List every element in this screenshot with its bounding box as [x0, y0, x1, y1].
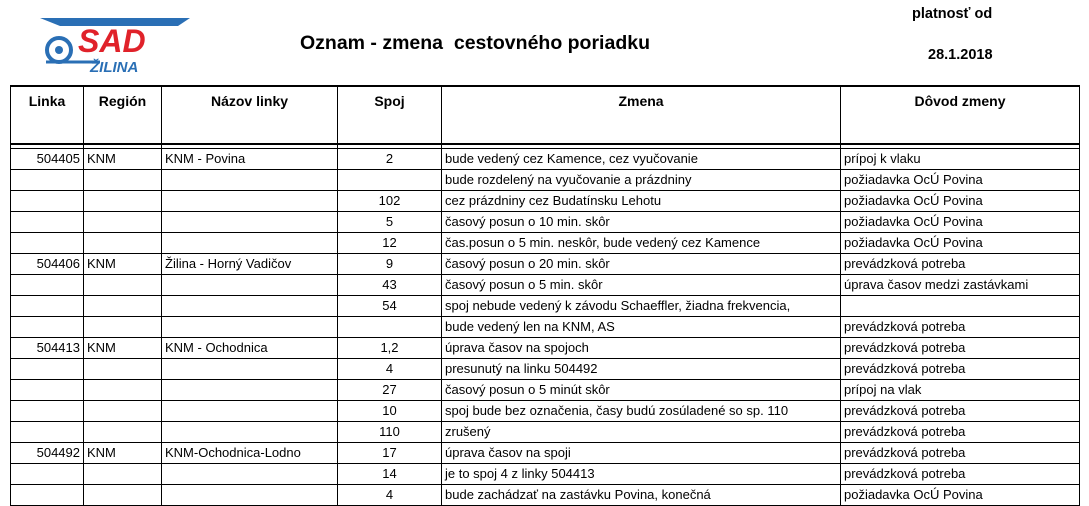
change-cell: časový posun o 20 min. skôr: [442, 254, 841, 275]
line-number-cell: [11, 401, 84, 422]
trip-cell: 5: [338, 212, 442, 233]
svg-text:ŽILINA: ŽILINA: [90, 59, 139, 76]
region-cell: [84, 212, 162, 233]
validity-date: 28.1.2018: [928, 47, 993, 63]
region-cell: KNM: [84, 443, 162, 464]
line-number-cell: 504492: [11, 443, 84, 464]
line-number-cell: [11, 317, 84, 338]
change-cell: bude vedený len na KNM, AS: [442, 317, 841, 338]
column-header-change: Zmena: [442, 86, 841, 144]
region-cell: [84, 422, 162, 443]
trip-cell: 12: [338, 233, 442, 254]
change-cell: zrušený: [442, 422, 841, 443]
region-cell: [84, 317, 162, 338]
line-number-cell: [11, 191, 84, 212]
change-cell: časový posun o 5 min. skôr: [442, 275, 841, 296]
trip-cell: 4: [338, 359, 442, 380]
trip-cell: 2: [338, 149, 442, 170]
line-name-cell: [162, 422, 338, 443]
table-row: [11, 275, 1080, 296]
region-cell: [84, 233, 162, 254]
line-name-cell: [162, 464, 338, 485]
table-row: [11, 443, 1080, 464]
reason-cell: prípoj k vlaku: [841, 149, 1080, 170]
region-cell: KNM: [84, 338, 162, 359]
trip-cell: 43: [338, 275, 442, 296]
reason-cell: prevádzková potreba: [841, 401, 1080, 422]
trip-cell: [338, 317, 442, 338]
line-number-cell: [11, 485, 84, 506]
reason-cell: požiadavka OcÚ Povina: [841, 233, 1080, 254]
change-cell: cez prázdniny cez Budatínsku Lehotu: [442, 191, 841, 212]
line-number-cell: [11, 359, 84, 380]
line-name-cell: [162, 233, 338, 254]
change-cell: čas.posun o 5 min. neskôr, bude vedený cez Kamence: [442, 233, 841, 254]
change-cell: úprava časov na spojoch: [442, 338, 841, 359]
region-cell: [84, 275, 162, 296]
reason-cell: požiadavka OcÚ Povina: [841, 212, 1080, 233]
line-number-cell: [11, 170, 84, 191]
trip-cell: 14: [338, 464, 442, 485]
line-name-cell: KNM - Ochodnica: [162, 338, 338, 359]
reason-cell: prípoj na vlak: [841, 380, 1080, 401]
reason-cell: [841, 296, 1080, 317]
change-cell: úprava časov na spoji: [442, 443, 841, 464]
table-header-row: [11, 86, 1080, 144]
line-number-cell: 504406: [11, 254, 84, 275]
table-row: [11, 380, 1080, 401]
line-name-cell: [162, 170, 338, 191]
region-cell: [84, 401, 162, 422]
region-cell: [84, 170, 162, 191]
line-number-cell: [11, 464, 84, 485]
line-name-cell: [162, 359, 338, 380]
change-cell: spoj nebude vedený k závodu Schaeffler, žiadna frekvencia,: [442, 296, 841, 317]
column-header-region: Región: [84, 86, 162, 144]
column-header-line-name: Názov linky: [162, 86, 338, 144]
table-row: [11, 485, 1080, 506]
column-header-line: Linka: [11, 86, 84, 144]
line-name-cell: [162, 275, 338, 296]
reason-cell: prevádzková potreba: [841, 464, 1080, 485]
table-row: [11, 464, 1080, 485]
table-row: [11, 170, 1080, 191]
page-title: Oznam - zmena cestovného poriadku: [300, 32, 650, 54]
line-number-cell: [11, 296, 84, 317]
column-header-reason: Dôvod zmeny: [841, 86, 1080, 144]
change-cell: bude rozdelený na vyučovanie a prázdniny: [442, 170, 841, 191]
table-row: [11, 296, 1080, 317]
line-name-cell: [162, 380, 338, 401]
line-name-cell: Žilina - Horný Vadičov: [162, 254, 338, 275]
trip-cell: [338, 170, 442, 191]
table-row: [11, 317, 1080, 338]
trip-cell: 17: [338, 443, 442, 464]
table-row: [11, 191, 1080, 212]
change-cell: bude vedený cez Kamence, cez vyučovanie: [442, 149, 841, 170]
trip-cell: 9: [338, 254, 442, 275]
reason-cell: požiadavka OcÚ Povina: [841, 191, 1080, 212]
trip-cell: 110: [338, 422, 442, 443]
svg-text:SAD: SAD: [78, 23, 146, 59]
reason-cell: požiadavka OcÚ Povina: [841, 170, 1080, 191]
reason-cell: prevádzková potreba: [841, 317, 1080, 338]
change-cell: presunutý na linku 504492: [442, 359, 841, 380]
line-number-cell: [11, 233, 84, 254]
region-cell: [84, 380, 162, 401]
trip-cell: 54: [338, 296, 442, 317]
line-name-cell: [162, 317, 338, 338]
validity-label: platnosť od: [912, 6, 993, 22]
line-number-cell: [11, 275, 84, 296]
change-cell: bude zachádzať na zastávku Povina, konečná: [442, 485, 841, 506]
column-header-trip: Spoj: [338, 86, 442, 144]
region-cell: [84, 296, 162, 317]
line-number-cell: [11, 422, 84, 443]
line-name-cell: [162, 485, 338, 506]
reason-cell: prevádzková potreba: [841, 422, 1080, 443]
trip-cell: 102: [338, 191, 442, 212]
reason-cell: prevádzková potreba: [841, 338, 1080, 359]
region-cell: [84, 191, 162, 212]
timetable-changes-table: [10, 85, 1080, 506]
line-name-cell: KNM-Ochodnica-Lodno: [162, 443, 338, 464]
sad-zilina-logo: [40, 12, 190, 76]
region-cell: [84, 359, 162, 380]
line-number-cell: 504413: [11, 338, 84, 359]
change-cell: spoj bude bez označenia, časy budú zosúladené so sp. 110: [442, 401, 841, 422]
line-name-cell: [162, 191, 338, 212]
reason-cell: požiadavka OcÚ Povina: [841, 485, 1080, 506]
line-number-cell: 504405: [11, 149, 84, 170]
line-number-cell: [11, 380, 84, 401]
region-cell: [84, 485, 162, 506]
region-cell: KNM: [84, 254, 162, 275]
reason-cell: prevádzková potreba: [841, 254, 1080, 275]
trip-cell: 4: [338, 485, 442, 506]
line-name-cell: [162, 296, 338, 317]
line-name-cell: [162, 401, 338, 422]
change-cell: je to spoj 4 z linky 504413: [442, 464, 841, 485]
line-name-cell: KNM - Povina: [162, 149, 338, 170]
table-row: [11, 401, 1080, 422]
region-cell: [84, 464, 162, 485]
trip-cell: 27: [338, 380, 442, 401]
change-cell: časový posun o 5 minút skôr: [442, 380, 841, 401]
reason-cell: prevádzková potreba: [841, 443, 1080, 464]
table-row: [11, 338, 1080, 359]
trip-cell: 1,2: [338, 338, 442, 359]
change-cell: časový posun o 10 min. skôr: [442, 212, 841, 233]
table-row: [11, 254, 1080, 275]
region-cell: KNM: [84, 149, 162, 170]
table-row: [11, 212, 1080, 233]
table-row: [11, 149, 1080, 170]
table-row: [11, 422, 1080, 443]
line-number-cell: [11, 212, 84, 233]
line-name-cell: [162, 212, 338, 233]
trip-cell: 10: [338, 401, 442, 422]
reason-cell: prevádzková potreba: [841, 359, 1080, 380]
table-row: [11, 233, 1080, 254]
table-row: [11, 359, 1080, 380]
reason-cell: úprava časov medzi zastávkami: [841, 275, 1080, 296]
